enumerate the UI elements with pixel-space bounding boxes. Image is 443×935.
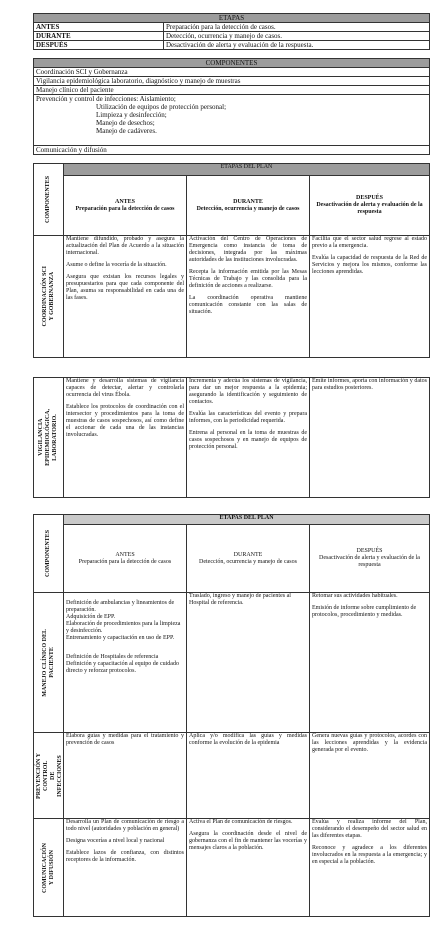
cell-paragraph: Incrementa y adecúa los sistemas de vigilancia, para dar un mejor respuesta a la epidemia; asegurando la identificación y seguimiento de contactos. xyxy=(189,378,307,405)
cell-antes xyxy=(64,593,187,733)
prevencion-sub: Manejo de desechos; xyxy=(96,119,155,127)
etapa-name: ANTES xyxy=(34,23,164,32)
etapas-table xyxy=(33,13,430,50)
cell-paragraph: Recepta la información emitida por las Mesas Técnicas de Trabajo y las consolida para la definición de acciones a realizarse. xyxy=(189,269,307,289)
cell-despues xyxy=(310,593,430,733)
componente-item: Coordinación SCI y Gobernanza xyxy=(34,68,430,77)
prevencion-sub: Utilización de equipos de protección personal; xyxy=(96,103,227,111)
componente-item: Comunicación y difusión xyxy=(34,146,430,155)
antes-name: ANTES xyxy=(114,198,135,205)
prevencion-sub: Limpieza y desinfección; xyxy=(96,111,167,119)
cell-paragraph: Mantiene difundido, probado y asegura la actualización del Plan de Acuerdo a la situación internacional. xyxy=(66,236,184,256)
etapa-name: DESPUÉS xyxy=(34,41,164,50)
cell-durante xyxy=(187,819,310,917)
cell-paragraph: Evalúa las características del evento y prepara informes, con la periodicidad requerida. xyxy=(189,411,307,424)
row-label-coordinacion: COORDINACIÓN SCI Y GOBERNANZA xyxy=(34,236,64,358)
antes-desc: Preparación para la detección de casos xyxy=(75,205,175,212)
cell-durante xyxy=(187,593,310,733)
antes-name: ANTES xyxy=(115,551,135,558)
plan-table-1 xyxy=(33,163,430,358)
etapa-desc: Preparación para la detección de casos. xyxy=(164,23,430,32)
cell-durante xyxy=(187,236,310,358)
row-label-manejo: MANEJO CLÍNICO DEL PACIENTE xyxy=(34,593,64,733)
despues-name: DESPUÉS xyxy=(355,195,383,201)
cell-paragraph: La coordinación operativa mantiene comunicación constante con las salas de situación. xyxy=(189,295,307,315)
durante-desc: Detección, ocurrencia y manejo de casos xyxy=(199,558,297,565)
cell-despues xyxy=(310,378,430,498)
cell-paragraph: Evalúa y realiza informe del Plan, considerando el desempeño del sector salud en las diferentes etapas. xyxy=(312,819,427,839)
cell-paragraph: Activa el Plan de comunicación de riesgos. xyxy=(189,819,293,825)
despues-header xyxy=(310,525,430,593)
cell-paragraph: Genera nuevas guías y protocolos, acordes con las lecciones aprendidas y la evidencia generada por el evento. xyxy=(312,733,427,753)
cell-paragraph: Retomar sus actividades habituales. xyxy=(312,593,398,599)
durante-name: DURANTE xyxy=(233,551,263,558)
cell-paragraph: Activación del Centro de Operaciones de Emergencia como instancia de toma de decisiones, integrada por las máximas autoridades de las instituciones involucradas. xyxy=(189,236,307,263)
antes-desc: Preparación para la detección de casos xyxy=(78,558,172,565)
durante-name: DURANTE xyxy=(233,198,263,205)
etapas-plan-header: ETAPAS DEL PLAN xyxy=(64,164,430,176)
cell-despues xyxy=(310,733,430,819)
cell-paragraph: Emisión de informe sobre cumplimiento de protocolos, procedimiento y medidas. xyxy=(312,605,417,618)
cell-paragraph: Evalúa la capacidad de respuesta de la Red de Servicios y mejora los mismos, conforme las lecciones aprendidas. xyxy=(312,255,427,275)
cell-paragraph: Asume o define la vocería de la situación. xyxy=(66,262,167,268)
cell-paragraph: Facilita que el sector salud regrese al estado previo a la emergencia. xyxy=(312,236,427,249)
componente-prevencion xyxy=(34,95,430,146)
etapas-plan-header: ETAPAS DEL PLAN xyxy=(64,515,430,525)
row-label-prevencion: PREVENCIÓN Y CONTROL DE INFECCIONES xyxy=(34,733,64,819)
cell-antes xyxy=(64,819,187,917)
prevencion-title: Prevención y control de infecciones: Aislamiento; xyxy=(36,95,176,103)
cell-paragraph: Mantiene y desarrolla sistemas de vigilancia capaces de detectar, alertar y controlarla ocurrencia del virus Ébola. xyxy=(66,378,184,398)
cell-paragraph: Emite informes, aporta con información y datos para estudios posteriores. xyxy=(312,378,427,391)
cell-paragraph: Reconoce y agradece a los diferentes involucrados en la respuesta a la emergencia; y en especial a la población. xyxy=(312,845,427,865)
componentes-col-header xyxy=(34,515,64,593)
antes-header xyxy=(64,525,187,593)
componente-item: Vigilancia epidemiológica laboratorio, diagnóstico y manejo de muestras xyxy=(34,77,430,86)
etapa-name: DURANTE xyxy=(34,32,164,41)
row-label-vigilancia: VIGILANCIA EPIDEMIOLÓGICA, LABORATORIO. xyxy=(34,378,64,498)
cell-paragraph: Establece los protocolos de coordinación con el intersector y procedimientos para la toma de muestras de casos sospechosos, así como define el accionar de cada una de las instancias involucradas. xyxy=(66,404,184,438)
row-label-comunicacion: COMUNICACIÓN Y DIFUSIÓN xyxy=(34,819,64,917)
durante-desc: Detección, ocurrencia y manejo de casos xyxy=(196,205,300,212)
componentes-header: COMPONENTES xyxy=(34,59,430,68)
etapa-desc: Desactivación de alerta y evaluación de la respuesta. xyxy=(164,41,430,50)
componente-item: Manejo clínico del paciente xyxy=(34,86,430,95)
etapas-header: ETAPAS xyxy=(34,14,430,23)
durante-header xyxy=(187,176,310,236)
despues-header xyxy=(310,176,430,236)
componentes-col-header xyxy=(34,164,64,236)
cell-despues xyxy=(310,819,430,917)
cell-paragraph: Elabora guías y medidas para el tratamiento y prevención de casos xyxy=(66,733,184,746)
despues-name: DESPUÉS xyxy=(356,548,383,554)
etapa-desc: Detección, ocurrencia y manejo de casos. xyxy=(164,32,430,41)
cell-durante xyxy=(187,733,310,819)
plan-table-1-cont xyxy=(33,377,430,498)
cell-paragraph: Asegura la coordinación desde el nivel de gobernanza con el fin de mantener las vocerías y mensajes claros a la población. xyxy=(189,831,307,851)
despues-desc: Desactivación de alerta y evaluación de la respuesta xyxy=(316,202,423,215)
cell-antes xyxy=(64,733,187,819)
componentes-table xyxy=(33,58,430,155)
componentes-label: COMPONENTES xyxy=(45,529,51,577)
cell-paragraph: Establece lazos de confianza, con distintos receptores de la información. xyxy=(66,850,184,863)
componentes-label: COMPONENTES xyxy=(45,175,51,223)
plan-table-2 xyxy=(33,514,430,917)
cell-paragraph: Traslado, ingreso y manejo de pacientes al Hospital de referencia. xyxy=(189,593,291,606)
durante-header xyxy=(187,525,310,593)
cell-antes xyxy=(64,378,187,498)
cell-paragraph: Aplica y/o modifica las guías y medidas conforme la evolución de la epidemia xyxy=(189,733,307,746)
cell-paragraph: Asegura que existan los recursos legales y presupuestarios para que cada componente del Plan, asuma su responsabilidad en cada una de las fases. xyxy=(66,274,184,301)
despues-desc: Desactivación de alerta y evaluación de la respuesta xyxy=(319,555,420,568)
cell-antes xyxy=(64,236,187,358)
antes-header xyxy=(64,176,187,236)
cell-paragraph: Designa vocerías a nivel local y nacional xyxy=(66,838,165,844)
cell-paragraph: Entrena al personal en la toma de muestras de casos sospechosos y en manejo de equipos de protección personal. xyxy=(189,430,307,450)
cell-despues xyxy=(310,236,430,358)
cell-paragraph: Definición de Hospitales de referencia Definición y capacitación al equipo de cuidado directo y reforzar protocolos. xyxy=(66,654,179,674)
cell-paragraph: Definición de ambulancias y lineamientos de preparación. Adquisición de EPP. Elaboración de procedimientos para la limpieza y desinfección. Entrenamiento y capacitación en uso de EPP. xyxy=(66,600,181,641)
prevencion-sub: Manejo de cadáveres. xyxy=(96,127,157,135)
cell-paragraph: Desarrolla un Plan de comunicación de riesgo a todo nivel (autoridades y población en general) xyxy=(66,819,184,832)
cell-durante xyxy=(187,378,310,498)
